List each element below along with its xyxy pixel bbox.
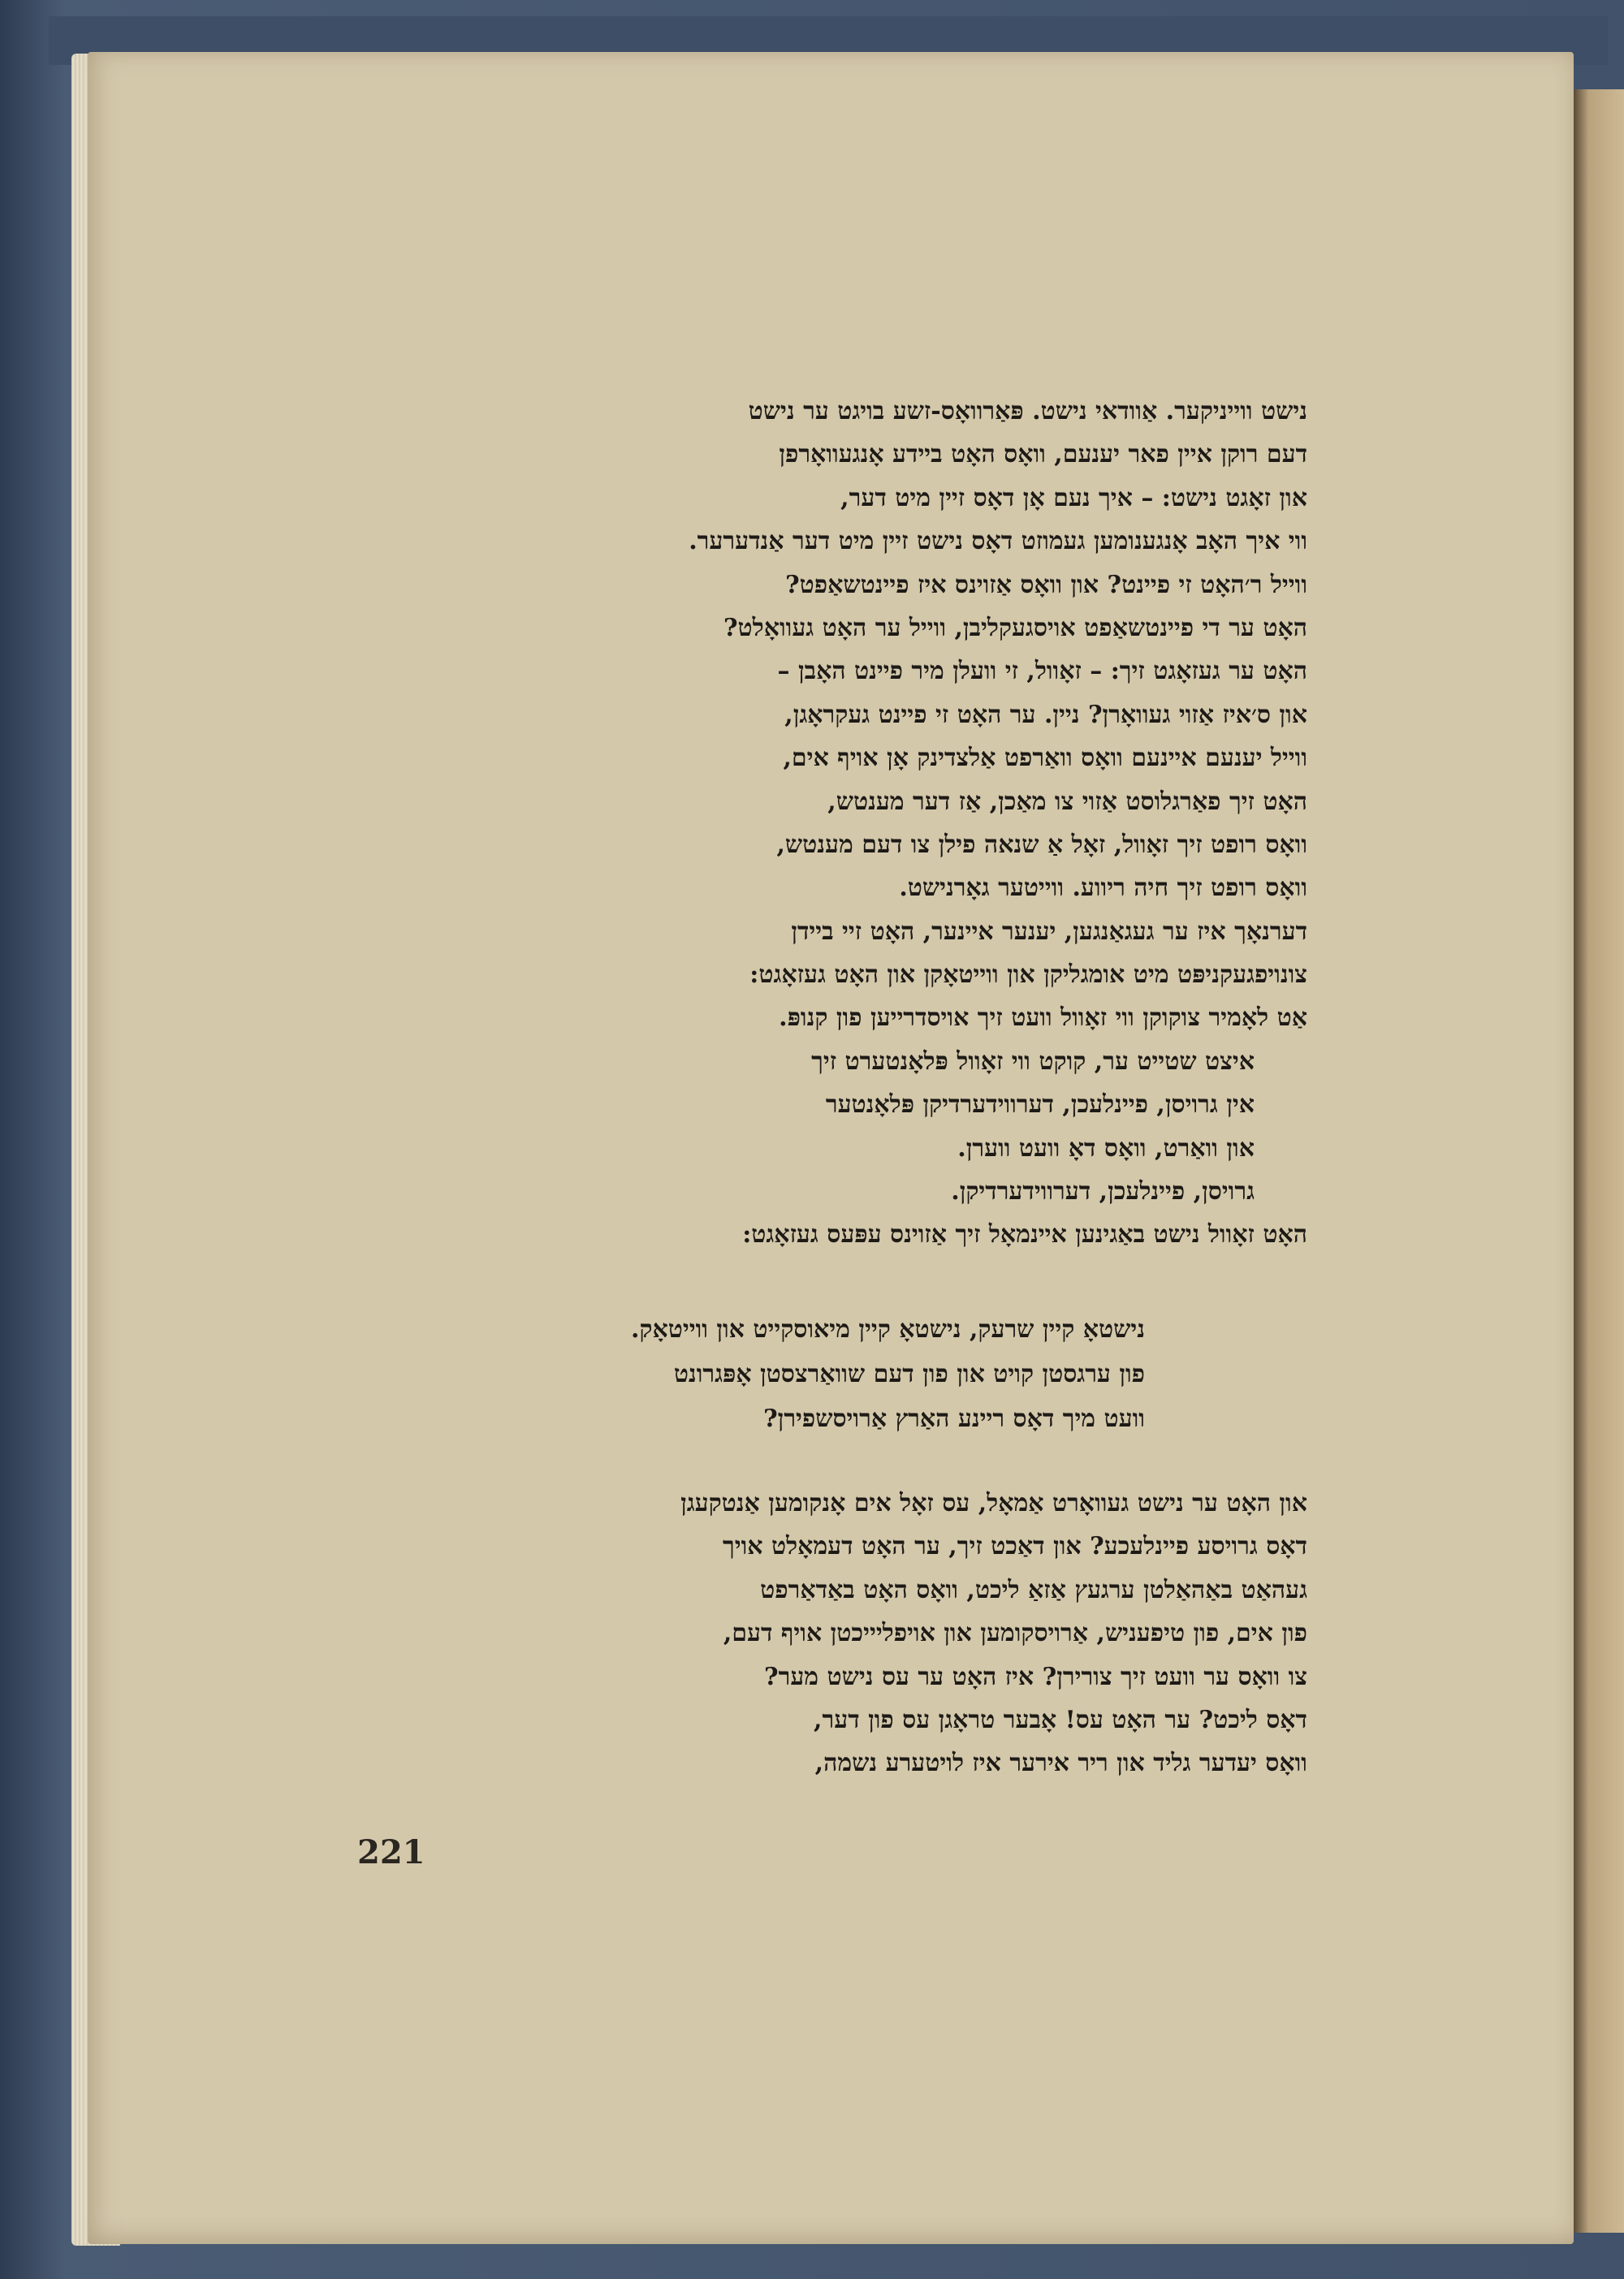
text-line: איצט שטייט ער, קוקט ווי זאָוול פּלאָנטערט זיך xyxy=(811,1047,1255,1076)
text-line: וואָס יעדער גליד און ריר אירער איז לויטערע נשמה, xyxy=(814,1749,1307,1778)
text-line: ווייל יענעם איינעם וואָס וואַרפט אַלצדינק אָן אויף אים, xyxy=(783,744,1307,773)
text-line: און זאָגט נישט: – איך נעם אָן דאָס זיין מיט דער, xyxy=(840,483,1307,512)
text-line: האָט זיך פאַרגלוסט אַזוי צו מאַכן, אַז דער מענטש, xyxy=(827,787,1307,816)
text-line: ווי איך האָב אָנגענומען געמוזט דאָס נישט זיין מיט דער אַנדערער. xyxy=(689,527,1307,556)
text-line: דאָס גרויסע פיינלעכע? און דאַכט זיך, ער האָט דעמאָלט אויך xyxy=(723,1532,1307,1561)
poem-line: וועט מיך דאָס ריינע האַרץ אַרויסשפירן? xyxy=(763,1405,1145,1433)
facing-page-edge xyxy=(1574,89,1624,2233)
poem-line: פון ערגסטן קויט און פון דעם שוואַרצסטן אָפּגרונט xyxy=(673,1360,1145,1388)
text-line: און האָט ער נישט געוואָרט אַמאָל, עס זאָל אים אָנקומען אַנטקעגן xyxy=(680,1489,1307,1517)
text-line: האָט זאָוול נישט באַגינען איינמאָל זיך אַזוינס עפּעס געזאָגט: xyxy=(742,1220,1307,1250)
text-line: נישט ווייניקער. אַוודאי נישט. פּאַרוואָס-זשע בויגט ער נישט xyxy=(748,397,1307,425)
text-line: צו וואָס ער וועט זיך צורירן? איז האָט ער עס נישט מער? xyxy=(764,1662,1307,1691)
text-line: ווייל ר׳האָט זי פיינט? און וואָס אַזוינס איז פיינטשאַפט? xyxy=(785,570,1307,599)
text-line: גרויסן, פיינלעכן, דערווידערדיקן. xyxy=(951,1177,1255,1206)
text-line: דאָס ליכט? ער האָט עס! אָבער טראָגן עס פון דער, xyxy=(814,1705,1307,1734)
text-line: און ס׳איז אַזוי געוואָרן? ניין. ער האָט זי פיינט געקראָגן, xyxy=(784,700,1307,729)
text-line: פון אים, פון טיפעניש, אַרויסקומען און אויפליייכטן אויף דעם, xyxy=(723,1619,1307,1648)
text-line: אין גרויסן, פיינלעכן, דערווידערדיקן פּלאָנטער xyxy=(825,1090,1255,1120)
text-line: דעם רוקן איין פאר יענעם, וואָס האָט ביידע אָנגעוואָרפן xyxy=(779,440,1307,469)
text-line: צונויפגעקניפּט מיט אומגליקן און ווייטאָקן און האָט געזאָגט: xyxy=(749,960,1307,990)
text-block-2 xyxy=(309,1482,1307,1785)
text-line: אַט לאָמיר צוקוקן ווי זאָוול וועט זיך אויסדרייען פון קנופּ. xyxy=(779,1004,1307,1033)
text-line: געהאַט באַהאַלטן ערגעץ אַזאַ ליכט, וואָס האָט באַדאַרפט xyxy=(760,1575,1307,1604)
text-line: וואָס רופט זיך חיה ריווע. ווייטער גאָרנישט. xyxy=(899,874,1307,903)
text-line: און וואַרט, וואָס דאָ וועט ווערן. xyxy=(957,1133,1255,1163)
page-number: 221 xyxy=(357,1833,425,1871)
text-line: דערנאָך איז ער געגאַנגען, יענער איינער, האָט זיי ביידן xyxy=(791,917,1307,946)
text-line: האָט ער געזאָגט זיך: – זאָוול, זי וועלן מיר פיינט האָבן – xyxy=(777,657,1307,686)
text-line: וואָס רופט זיך זאָוול, זאָל אַ שנאה פילן צו דעם מענטש, xyxy=(776,830,1307,859)
poem-block xyxy=(227,1307,1145,1441)
text-line: האָט ער די פיינטשאַפט אויסגעקליבן, ווייל ער האָט געוואָלט? xyxy=(723,613,1307,642)
text-block-1 xyxy=(309,390,1307,1257)
poem-line: נישטאָ קיין שרעק, נישטאָ קיין מיאוסקייט און ווייטאָק. xyxy=(630,1315,1145,1344)
